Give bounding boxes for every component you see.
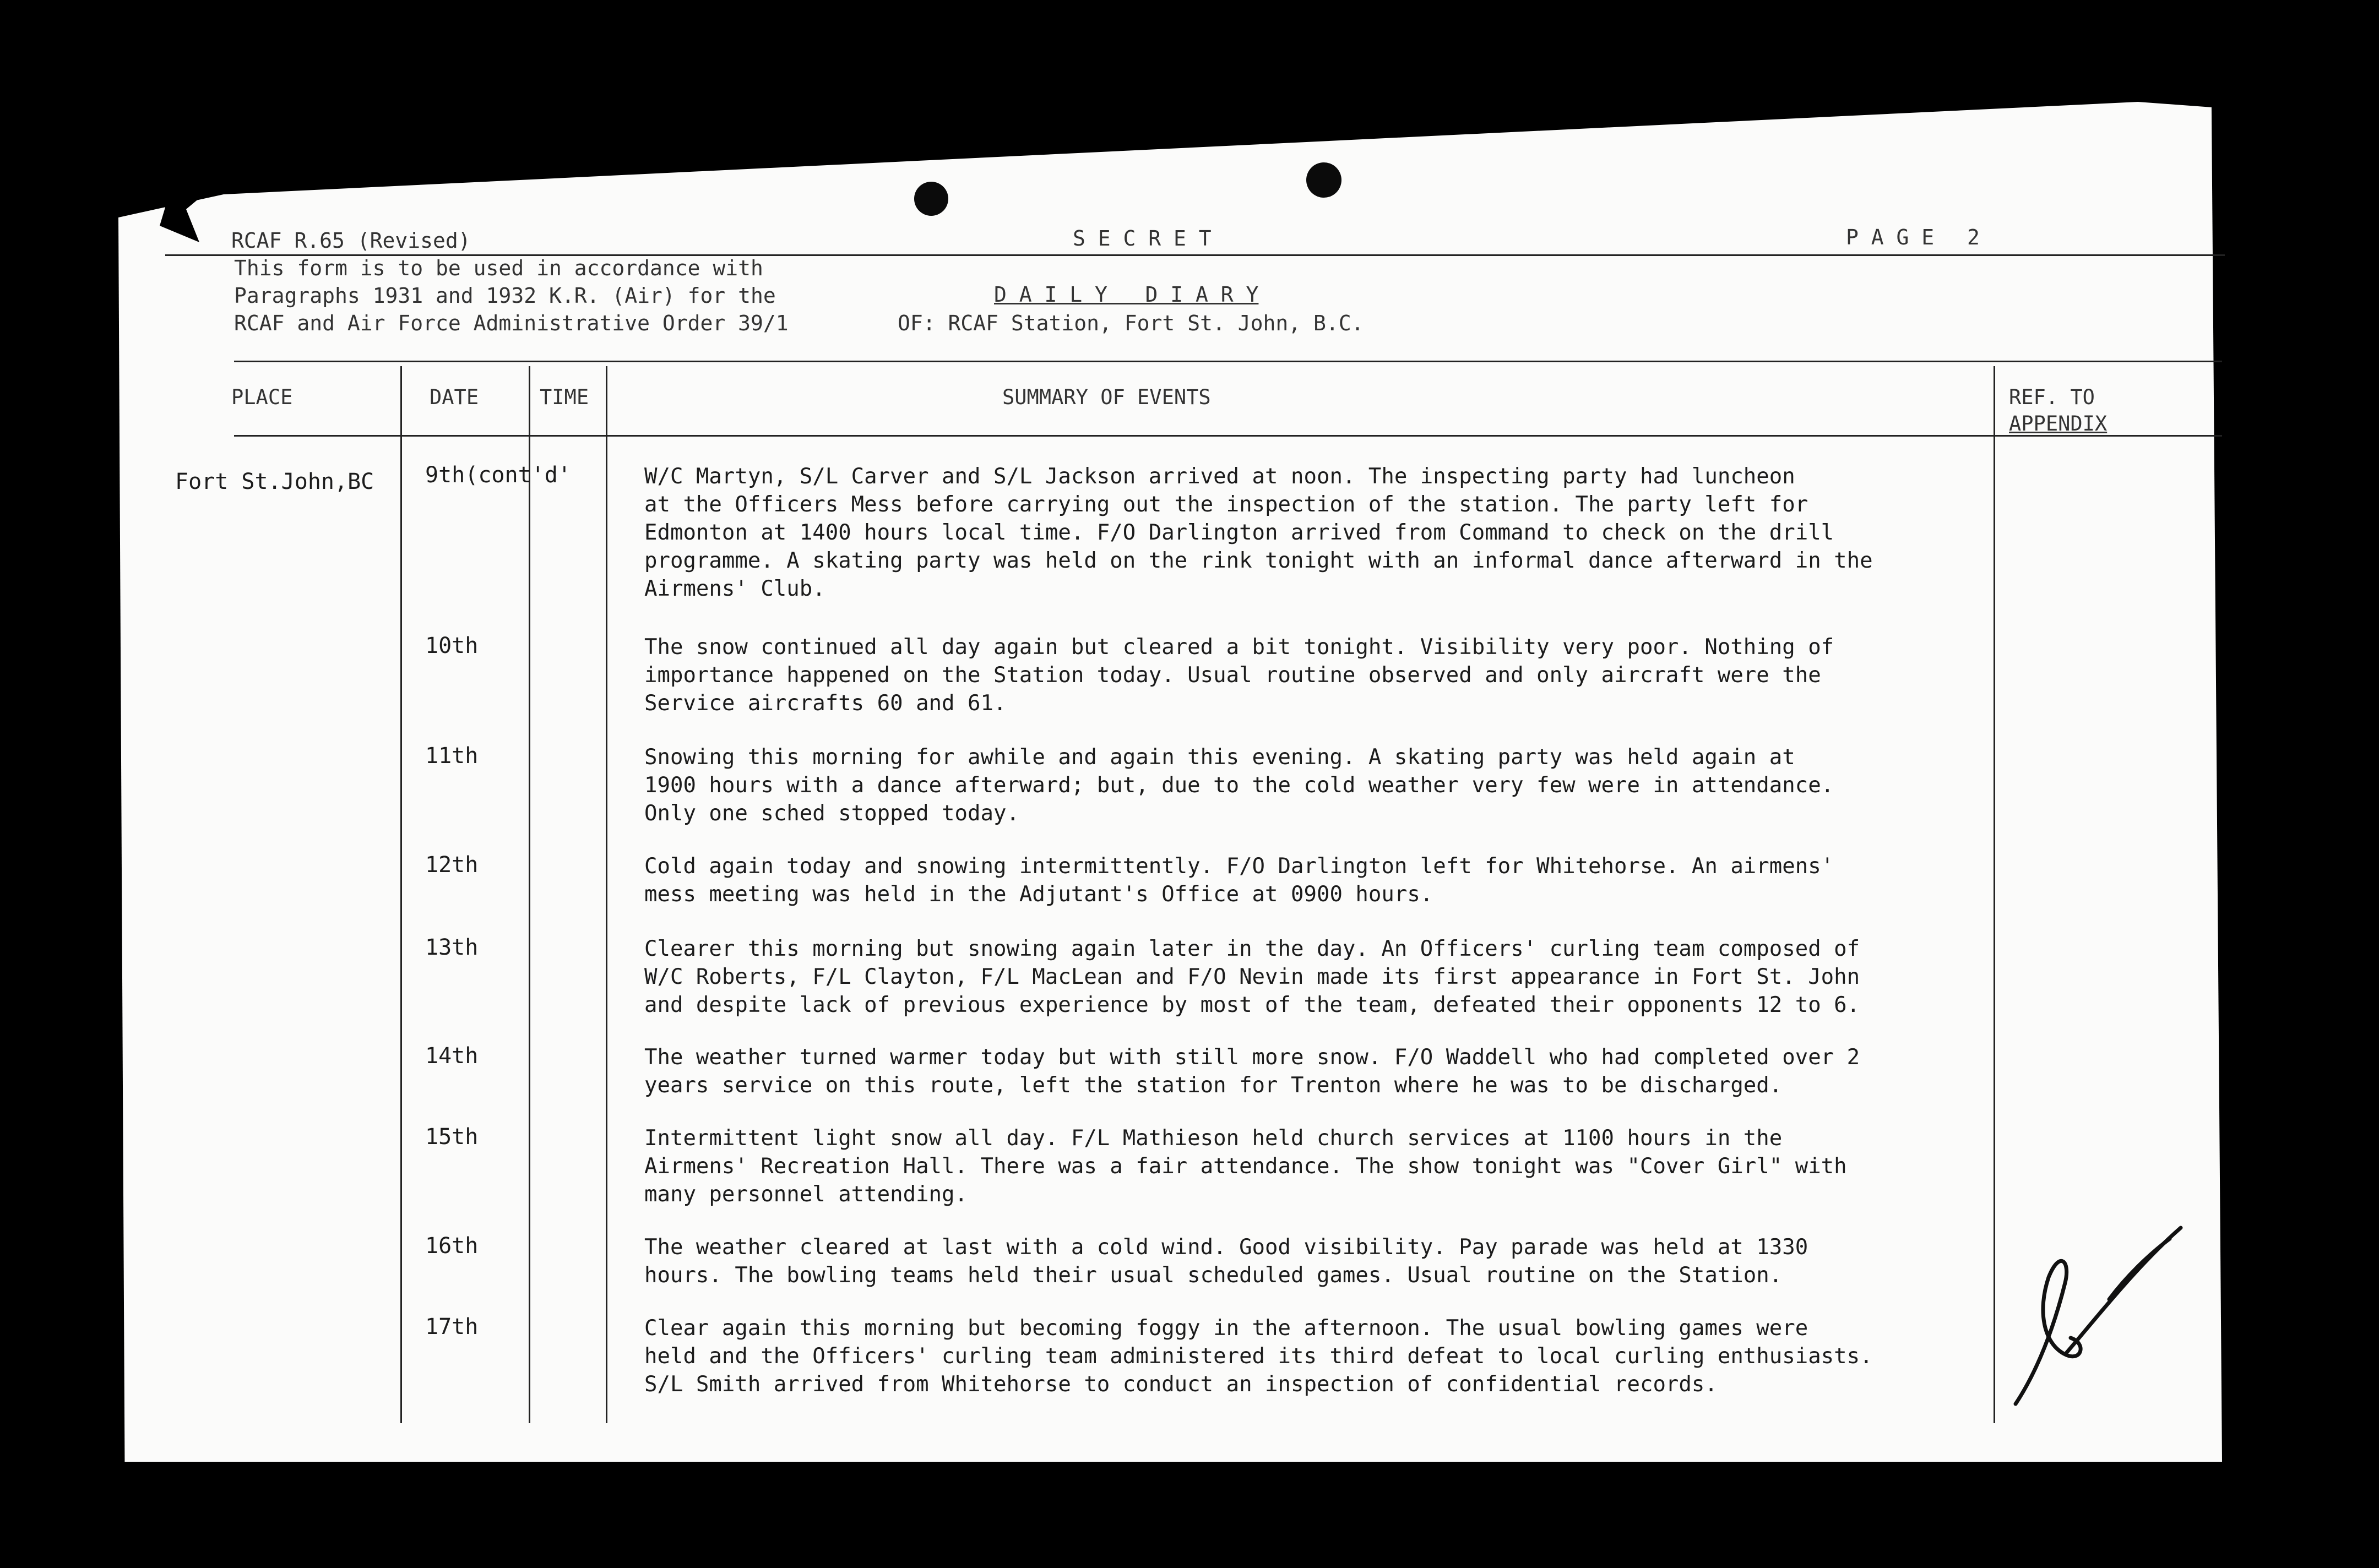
entry-date: 17th	[425, 1314, 479, 1340]
form-code: RCAF R.65 (Revised)	[231, 228, 471, 253]
form-note-line-2: Paragraphs 1931 and 1932 K.R. (Air) for the	[234, 284, 776, 308]
classification: S E C R E T	[1073, 226, 1212, 251]
column-header-place: PLACE	[231, 385, 293, 409]
punch-hole-left	[914, 182, 948, 216]
page-number: 2	[1967, 225, 1980, 249]
handwritten-signature	[2005, 1217, 2192, 1415]
entry-summary: W/C Martyn, S/L Carver and S/L Jackson arrived at noon. The inspecting party had luncheon at the Officers Mess before carrying out the inspection of the station. The party left for Edmonton at 1400 hours local time. F/O Darlington arrived from Command to check on the drill programme. A skating party was held on the rink tonight with an informal dance afterward in the Airmens' Club.	[644, 464, 1873, 601]
entry-summary: Cold again today and snowing intermittently. F/O Darlington left for Whitehorse. An airmens' mess meeting was held in the Adjutant's Office at 0900 hours.	[644, 854, 1834, 907]
entry-summary: The weather cleared at last with a cold wind. Good visibility. Pay parade was held at 1330 hours. The bowling teams held their usual scheduled games. Usual routine on the Station.	[644, 1235, 1808, 1288]
column-header-ref-line-1: REF. TO	[2009, 385, 2095, 409]
entry-summary: The snow continued all day again but cleared a bit tonight. Visibility very poor. Nothing of importance happened on the Station today. Usual routine observed and only aircraft were the Service aircrafts 60 and 61.	[644, 635, 1834, 716]
entry-date: 12th	[425, 852, 479, 878]
entry-summary: Intermittent light snow all day. F/L Mathieson held church services at 1100 hours in the Airmens' Recreation Hall. There was a fair attendance. The show tonight was "Cover Girl" with many personnel attending.	[644, 1126, 1847, 1207]
column-divider-date	[529, 366, 530, 1423]
form-note-line-1: This form is to be used in accordance with	[234, 256, 763, 280]
entry-date: 15th	[425, 1124, 479, 1150]
entry-summary: Clear again this morning but becoming foggy in the afternoon. The usual bowling games were held and the Officers' curling team administered its third defeat to local curling enthusiasts. S/L Smith arrived from Whitehorse to conduct an inspection of confidential records.	[644, 1316, 1873, 1397]
column-header-time: TIME	[540, 385, 589, 409]
column-divider-place	[400, 366, 402, 1423]
entry-summary: The weather turned warmer today but with still more snow. F/O Waddell who had completed over 2 years service on this route, left the station for Trenton where he was to be discharged.	[644, 1045, 1860, 1098]
page-label: P A G E	[1846, 225, 1935, 249]
column-divider-time	[606, 366, 607, 1423]
column-header-ref-line-2: APPENDIX	[2009, 412, 2108, 435]
table-top-rule	[234, 361, 2222, 362]
entry-date: 13th	[425, 935, 479, 960]
station-line: OF: RCAF Station, Fort St. John, B.C.	[898, 311, 1364, 335]
form-note-line-3: RCAF and Air Force Administrative Order 39/1	[234, 311, 789, 335]
column-header-summary: SUMMARY OF EVENTS	[1002, 385, 1211, 409]
table-header-rule	[234, 435, 2222, 437]
punch-hole-right	[1306, 162, 1341, 198]
place-cell: Fort St.John,BC	[175, 469, 374, 494]
entry-date: 10th	[425, 633, 479, 658]
entry-summary: Clearer this morning but snowing again later in the day. An Officers' curling team composed of W/C Roberts, F/L Clayton, F/L MacLean and F/O Nevin made its first appearance in Fort St. John and despite lack of previous experience by most of the team, defeated their opponents 12 to 6.	[644, 937, 1860, 1017]
column-header-date: DATE	[430, 385, 479, 409]
entry-date: 11th	[425, 743, 479, 769]
entry-date: 14th	[425, 1043, 479, 1069]
entry-date: 16th	[425, 1233, 479, 1259]
diary-title: D A I L Y D I A R Y	[994, 282, 1259, 307]
entry-date: 9th(cont'd'	[425, 462, 571, 488]
entry-summary: Snowing this morning for awhile and again this evening. A skating party was held again at 1900 hours with a dance afterward; but, due to the cold weather very few were in attendance. Only one sched stopped today.	[644, 745, 1834, 826]
